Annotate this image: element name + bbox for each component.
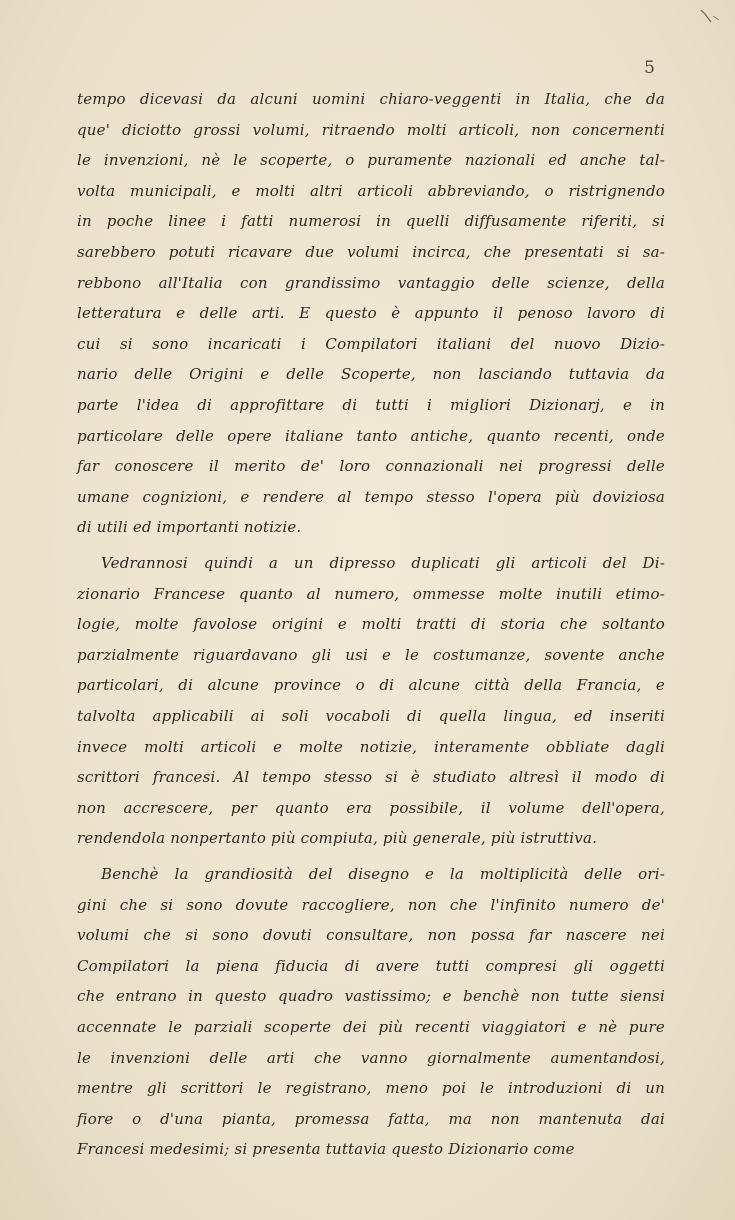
text-line: tempo dicevasi da alcuni uomini chiaro-veggenti in Italia, che da: [77, 90, 665, 108]
text-line: Francesi medesimi; si presenta tuttavia questo Dizionario come: [77, 1140, 575, 1159]
text-line: far conoscere il merito de' loro connazionali nei progressi delle: [77, 457, 665, 476]
text-line: non accrescere, per quanto era possibile, il volume dell'opera,: [77, 798, 665, 817]
text-line: volumi che si sono dovuti consultare, non possa far nascere nei: [77, 926, 665, 945]
text-line: cui si sono incaricati i Compilatori italiani del nuovo Dizio-: [77, 334, 665, 353]
text-line: particolare delle opere italiane tanto antiche, quanto recenti, onde: [77, 426, 665, 445]
page-number: 5: [644, 58, 655, 78]
text-line: parzialmente riguardavano gli usi e le costumanze, sovente anche: [77, 645, 665, 664]
text-line: mentre gli scrittori le registrano, meno poi le introduzioni di un: [77, 1079, 665, 1098]
text-line: particolari, di alcune province o di alcune città della Francia, e: [77, 676, 665, 695]
text-line: che entrano in questo quadro vastissimo; e benchè non tutte siensi: [77, 987, 665, 1006]
text-line: fiore o d'una pianta, promessa fatta, ma non mantenuta dai: [77, 1109, 665, 1128]
text-line: nario delle Origini e delle Scoperte, non lasciando tuttavia da: [77, 365, 665, 384]
text-line: le invenzioni delle arti che vanno giornalmente aumentandosi,: [77, 1048, 665, 1067]
text-line: gini che si sono dovute raccogliere, non che l'infinito numero de': [77, 895, 665, 914]
text-line: que' diciotto grossi volumi, ritraendo molti articoli, non concernenti: [77, 120, 665, 139]
text-line: logie, molte favolose origini e molti tratti di storia che soltanto: [77, 615, 665, 634]
text-line: scrittori francesi. Al tempo stesso si è studiato altresì il modo di: [77, 768, 665, 787]
text-line: letteratura e delle arti. E questo è appunto il penoso lavoro di: [77, 304, 665, 323]
text-line: Compilatori la piena fiducia di avere tutti compresi gli oggetti: [77, 956, 665, 975]
text-line: umane cognizioni, e rendere al tempo stesso l'opera più doviziosa: [77, 487, 665, 506]
text-line: di utili ed importanti notizie.: [77, 518, 302, 537]
text-line: talvolta applicabili ai soli vocaboli di quella lingua, ed inseriti: [77, 707, 665, 725]
text-line: sarebbero potuti ricavare due volumi incirca, che presentati si sa-: [77, 243, 665, 261]
text-line: rebbono all'Italia con grandissimo vantaggio delle scienze, della: [77, 273, 665, 292]
text-line: invece molti articoli e molte notizie, interamente obbliate dagli: [77, 737, 665, 756]
text-line: parte l'idea di approfittare di tutti i migliori Dizionarj, e in: [77, 396, 665, 414]
text-line: rendendola nonpertanto più compiuta, più generale, più istruttiva.: [77, 829, 598, 848]
text-line: zionario Francese quanto al numero, ommesse molte inutili etimo-: [77, 584, 665, 603]
text-line: Vedrannosi quindi a un dipresso duplicati gli articoli del Di-: [101, 554, 665, 572]
text-line: accennate le parziali scoperte dei più recenti viaggiatori e nè pure: [77, 1018, 665, 1036]
text-line: le invenzioni, nè le scoperte, o puramente nazionali ed anche tal-: [77, 151, 665, 170]
corner-ink-mark-icon: [697, 2, 725, 28]
text-line: in poche linee i fatti numerosi in quelli diffusamente riferiti, si: [77, 212, 665, 231]
text-line: volta municipali, e molti altri articoli abbreviando, o ristrignendo: [77, 181, 665, 200]
text-line: Benchè la grandiosità del disegno e la moltiplicità delle ori-: [101, 865, 665, 883]
